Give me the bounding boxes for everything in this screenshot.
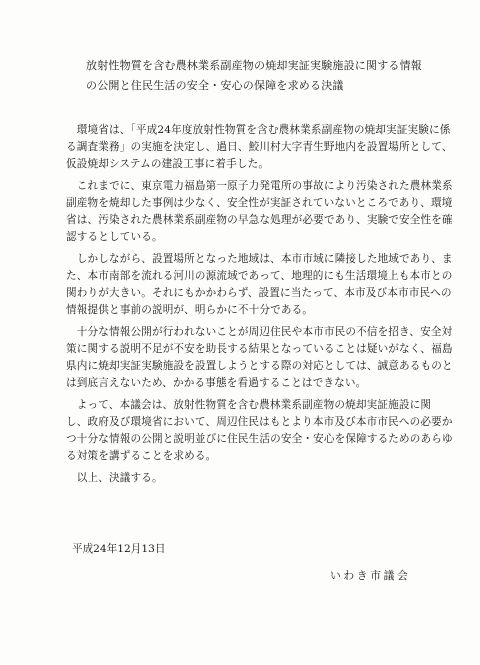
body-line: る調査業務」の実施を決定し、過日、鮫川村大字青生野地内を設置場所として、 (66, 141, 453, 154)
body-line: つ十分な情報の公開と説明並びに住民生活の安全・安心を保障するためのあらゆ (66, 433, 453, 446)
body-line: 環境省は、「平成24年度放射性物質を含む農林業系副産物の焼却実証実験に係 (66, 124, 451, 136)
paragraph-5 (66, 397, 453, 466)
body-line: た、本市南部を流れる河川の源流域であって、地理的にも生活環境上も本市との (66, 270, 453, 282)
body-line: 認するとしている。 (66, 231, 163, 244)
body-line: 以上、決議する。 (66, 471, 163, 484)
paragraph-4 (66, 324, 453, 393)
body-line: し、政府及び環境省において、周辺住民はもとより本市及び本市市民への必要か (66, 416, 453, 428)
body-line: 十分な情報公開が行われないことが周辺住民や本市市民の不信を招き、安全対 (66, 325, 453, 338)
body-line: よって、本議会は、放射性物質を含む農林業系副産物の焼却実証施設に関 (66, 398, 432, 411)
body-line: 情報提供と事前の説明が、明らかに不十分である。 (66, 304, 314, 317)
body-line: しかしながら、設置場所となった地域は、本市市域に隣接した地域であり、ま (66, 252, 453, 265)
paragraph-1 (66, 122, 453, 174)
title-line-2: の公開と住民生活の安全・安心の保障を求める決議 (86, 79, 344, 92)
body-line: 策に関する説明不足が不安を助長する結果となっていることは疑いがなく、福島 (66, 343, 453, 355)
body-line: る対策を講ずることを求める。 (66, 450, 217, 463)
paragraph-6 (66, 470, 438, 487)
resolution-title (86, 56, 446, 96)
body-line: 仮設焼却システムの建設工事に着手した。 (66, 158, 270, 171)
council-name: いわき市議会 (330, 569, 411, 582)
resolution-body (66, 122, 453, 491)
resolution-date: 平成24年12月13日 (72, 543, 166, 555)
body-line: 省は、汚染された農林業系副産物の早急な処理が必要であり、実験で安全性を確 (66, 214, 453, 227)
body-line: これまでに、東京電力福島第一原子力発電所の事故により汚染された農林業系 (66, 179, 453, 192)
body-line: 関わりが大きい。それにもかかわらず、設置に当たって、本市及び本市市民への (66, 287, 452, 300)
body-line: 副産物を焼却した事例は少なく、安全性が実証されていないところであり、環境 (66, 197, 453, 209)
paragraph-3 (66, 251, 453, 320)
paragraph-2 (66, 178, 453, 247)
title-line-1: 放射性物質を含む農林業系副産物の焼却実証実験施設に関する情報 (86, 59, 422, 72)
body-line: は到底言えないため、かかる事態を看過することはできない。 (66, 377, 367, 390)
body-line: 県内に焼却実証実験施設を設置しようとする際の対応としては、誠意あるものと (66, 360, 453, 373)
